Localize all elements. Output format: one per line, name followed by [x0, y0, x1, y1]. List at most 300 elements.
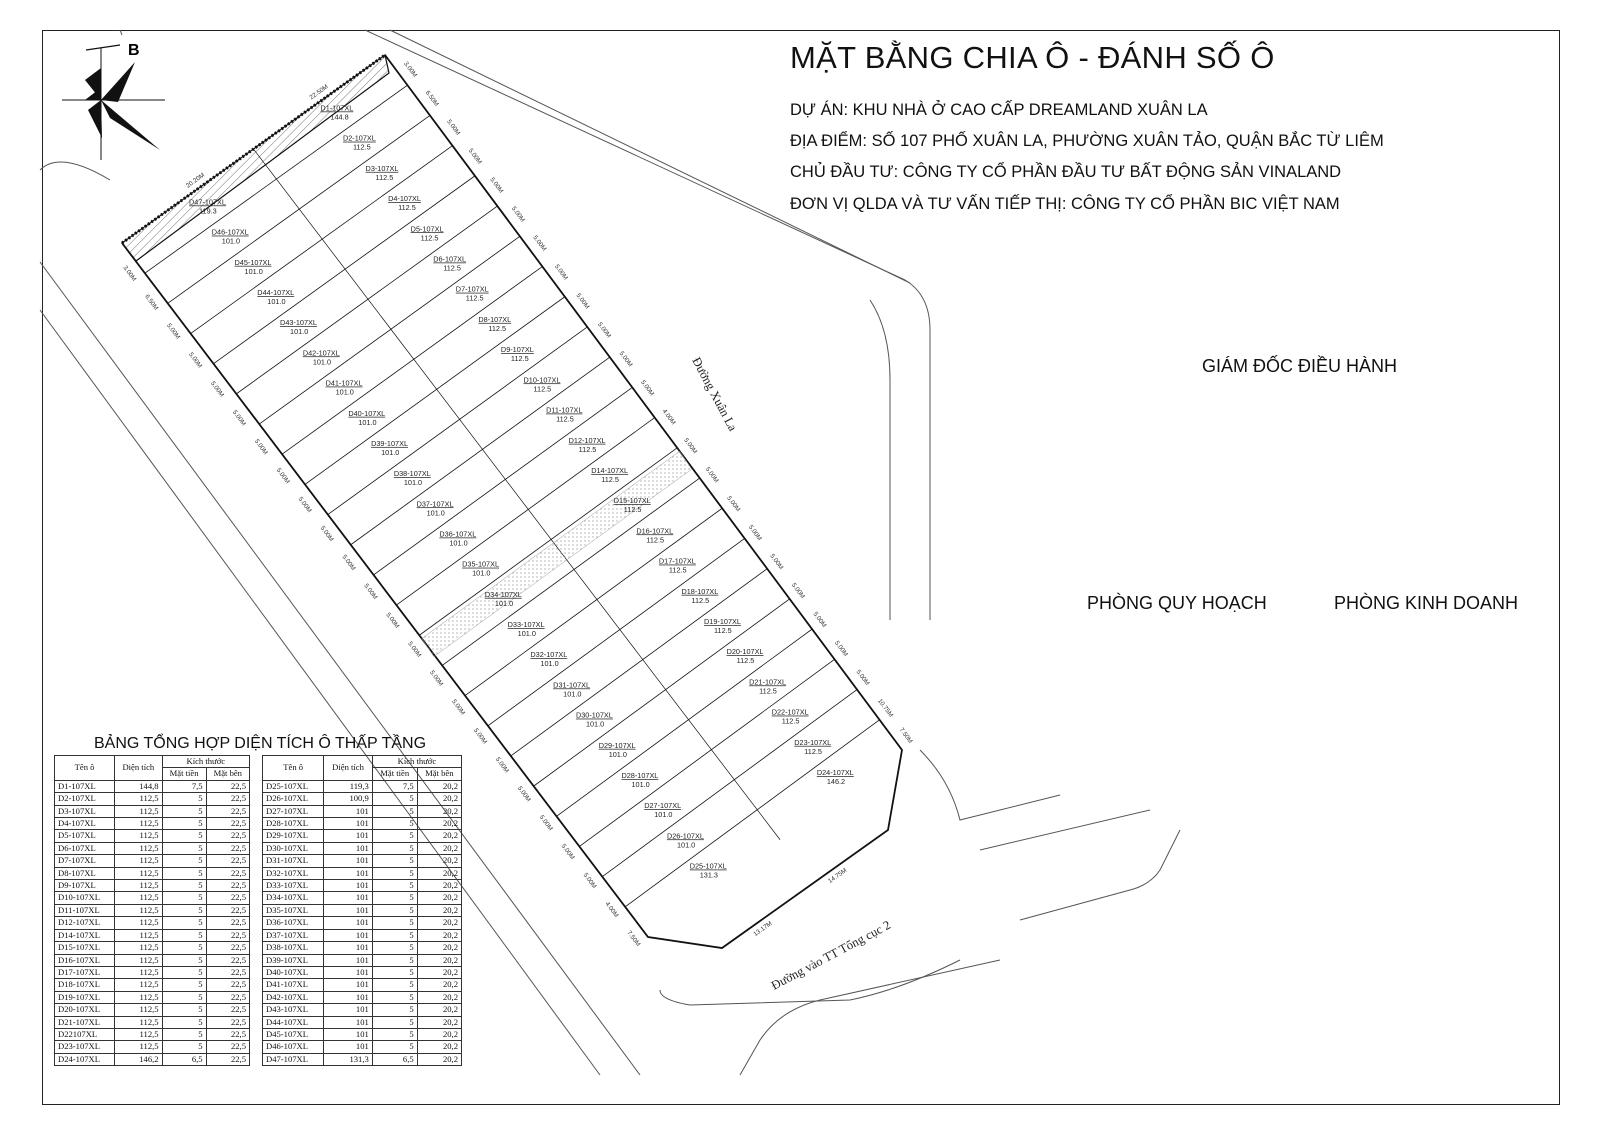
dimension-label: 4.00M [660, 407, 677, 427]
lot-label: D4-107XL [388, 194, 421, 204]
dimension-label: 6.50M [143, 293, 160, 312]
cell-front: 5 [372, 880, 417, 892]
table-row [263, 1028, 462, 1040]
cell-front: 5 [162, 855, 206, 867]
cell-name: D32-107XL [263, 867, 324, 879]
cell-side: 20,2 [417, 979, 461, 991]
dimension-label: 5.00M [811, 610, 828, 629]
cell-front: 5 [162, 929, 206, 941]
dimension-label: 5.00M [230, 409, 248, 428]
table-row [55, 1004, 250, 1016]
lot-area: 112.5 [714, 625, 732, 635]
cell-front: 5 [162, 818, 206, 830]
cell-front: 5 [162, 880, 206, 892]
table-row [55, 892, 250, 904]
cell-name: D31-107XL [263, 855, 324, 867]
page-title: MẶT BẰNG CHIA Ô - ĐÁNH SỐ Ô [790, 40, 1275, 75]
cell-side: 22,5 [206, 942, 249, 954]
cell-front: 5 [372, 855, 417, 867]
table-row [55, 842, 250, 854]
lot-area: 101.0 [654, 810, 673, 820]
cell-name: D8-107XL [55, 867, 115, 879]
table-row [263, 892, 462, 904]
dimension-label: 5.00M [428, 669, 445, 688]
lot-label: D47-107XL [189, 197, 226, 207]
manager-line: ĐƠN VỊ QLDA VÀ TƯ VẤN TIẾP THỊ: CÔNG TY CỔ PHẦN BIC VIỆT NAM [790, 195, 1340, 213]
cell-front: 5 [372, 892, 417, 904]
cell-area: 101 [324, 917, 372, 929]
table-row [263, 917, 462, 929]
cell-front: 5 [372, 991, 417, 1003]
table-row [55, 1053, 250, 1065]
dimension-label: 5.00M [617, 350, 634, 369]
cell-area: 112,5 [115, 830, 163, 842]
table-row [55, 929, 250, 941]
table-row [55, 966, 250, 978]
cell-name: D42-107XL [263, 991, 324, 1003]
lot-area: 112.5 [556, 414, 574, 424]
lot-area: 112.5 [352, 142, 371, 152]
table-row [55, 917, 250, 929]
cell-name: D16-107XL [55, 954, 115, 966]
lot-area: 119.3 [199, 206, 217, 216]
cell-front: 5 [372, 818, 417, 830]
dimension-label: 4.00M [603, 900, 620, 919]
table-row [263, 793, 462, 805]
cell-front: 7,5 [372, 780, 417, 792]
cell-front: 5 [162, 904, 206, 916]
col-name: Tên ô [55, 756, 115, 781]
cell-area: 101 [324, 818, 372, 830]
table-row [263, 805, 462, 817]
dimension-label: 5.00M [746, 523, 763, 543]
dimension-label: 5.00M [789, 581, 806, 600]
lot-area: 112.5 [510, 354, 529, 364]
table-row [55, 855, 250, 867]
table-row [55, 991, 250, 1003]
lot-label: D46-107XL [211, 227, 249, 237]
cell-front: 5 [372, 929, 417, 941]
lot-label: D2-107XL [342, 133, 376, 143]
cell-side: 20,2 [417, 904, 461, 916]
cell-area: 101 [324, 1016, 372, 1028]
cell-side: 20,2 [417, 917, 461, 929]
cell-side: 22,5 [206, 842, 249, 854]
lot-label: D5-107XL [410, 224, 444, 234]
cell-front: 5 [162, 1041, 206, 1053]
cell-name: D1-107XL [55, 780, 115, 792]
cell-area: 112,5 [115, 892, 163, 904]
cell-name: D3-107XL [55, 805, 115, 817]
cell-name: D6-107XL [55, 842, 115, 854]
cell-name: D17-107XL [55, 966, 115, 978]
lot-area: 112.5 [443, 263, 461, 273]
lot-label: D22-107XL [771, 707, 809, 717]
cell-area: 112,5 [115, 942, 163, 954]
lot-label: D1-107XL [320, 103, 354, 113]
dimension-label: 3.00M [402, 60, 419, 79]
area-table-title: BẢNG TỔNG HỢP DIỆN TÍCH Ô THẤP TẦNG [94, 735, 427, 752]
lot-area: 112.5 [533, 384, 552, 394]
lot-label: D25-107XL [689, 861, 727, 871]
lot-label: D35-107XL [462, 559, 500, 569]
lot-area: 101.0 [540, 659, 559, 669]
cell-area: 112,5 [115, 917, 163, 929]
cell-name: D14-107XL [55, 929, 115, 941]
cell-front: 5 [372, 805, 417, 817]
cell-front: 5 [162, 1016, 206, 1028]
cell-name: D27-107XL [263, 805, 324, 817]
director-signature-label: GIÁM ĐỐC ĐIỀU HÀNH [1202, 356, 1398, 376]
cell-front: 7,5 [162, 780, 206, 792]
lot-label: D16-107XL [636, 526, 674, 536]
cell-name: D9-107XL [55, 880, 115, 892]
location-line: ĐỊA ĐIỂM: SỐ 107 PHỐ XUÂN LA, PHƯỜNG XUÂN TẢO, QUẬN BẮC TỪ LIÊM [790, 132, 1384, 150]
cell-front: 5 [162, 867, 206, 879]
lot-area: 101.0 [221, 236, 241, 246]
cell-name: D15-107XL [55, 942, 115, 954]
cell-area: 112,5 [115, 880, 163, 892]
lot-area: 112.5 [601, 474, 619, 484]
dimension-label: 7.50M [625, 929, 642, 948]
cell-area: 112,5 [115, 818, 163, 830]
dimension-label: 5.00M [384, 611, 401, 630]
cell-side: 20,2 [417, 1053, 461, 1065]
table-row [55, 780, 250, 792]
dimension-label: 5.00M [296, 495, 313, 515]
cell-front: 5 [372, 793, 417, 805]
dimension-label: 5.00M [466, 147, 483, 166]
cell-side: 20,2 [417, 991, 461, 1003]
col-side: Mặt bên [417, 768, 461, 780]
cell-name: D4-107XL [55, 818, 115, 830]
lot-label: D30-107XL [575, 710, 613, 720]
dimension-label: 5.00M [209, 380, 226, 399]
dimension-label: 5.00M [537, 813, 554, 833]
cell-side: 22,5 [206, 892, 249, 904]
cell-side: 22,5 [206, 880, 249, 892]
lot-area: 112.5 [736, 656, 755, 666]
cell-front: 5 [372, 830, 417, 842]
lot-label: D20-107XL [726, 647, 764, 657]
lot-label: D8-107XL [478, 314, 512, 324]
dimension-label: 5.00M [596, 321, 613, 340]
cell-front: 5 [372, 1041, 417, 1053]
cell-name: D26-107XL [263, 793, 324, 805]
cell-name: D11-107XL [55, 904, 115, 916]
lot-area: 112.5 [488, 323, 507, 333]
road-label-tong-cuc: Đường vào TT Tổng cục 2 [768, 917, 893, 993]
dimension-label: 5.00M [552, 263, 570, 282]
lot-area: 112.5 [465, 293, 484, 303]
cell-name: D34-107XL [263, 892, 324, 904]
dimension-label: 20.20M [184, 171, 207, 190]
dimension-label: 5.00M [472, 727, 489, 746]
cell-side: 20,2 [417, 1041, 461, 1053]
cell-side: 22,5 [206, 830, 249, 842]
lot-label: D6-107XL [433, 254, 467, 264]
cell-name: D5-107XL [55, 830, 115, 842]
cell-name: D36-107XL [263, 917, 324, 929]
lot-area: 101.0 [290, 327, 309, 337]
cell-front: 5 [372, 917, 417, 929]
cell-area: 146,2 [115, 1053, 163, 1065]
cell-name: D33-107XL [263, 880, 324, 892]
lot-area: 101.0 [472, 568, 491, 578]
cell-side: 22,5 [206, 855, 249, 867]
area-table-right [262, 755, 462, 1066]
cell-front: 5 [372, 1004, 417, 1016]
cell-side: 20,2 [417, 954, 461, 966]
lot-area: 101.0 [403, 478, 423, 488]
cell-side: 20,2 [417, 929, 461, 941]
lot-label: D37-107XL [416, 499, 454, 509]
cell-side: 22,5 [206, 1028, 249, 1040]
table-row [263, 1041, 462, 1053]
cell-side: 22,5 [206, 793, 249, 805]
cell-name: D38-107XL [263, 942, 324, 954]
dimension-label: 5.00M [581, 871, 598, 890]
table-row [55, 1041, 250, 1053]
lot-area: 112.5 [759, 686, 777, 696]
lot-label: D40-107XL [348, 408, 386, 418]
lot-area: 101.0 [563, 689, 582, 699]
cell-name: D35-107XL [263, 904, 324, 916]
cell-area: 112,5 [115, 793, 163, 805]
dimension-label: 5.00M [639, 379, 656, 398]
sales-signature-label: PHÒNG KINH DOANH [1334, 593, 1519, 613]
cell-area: 101 [324, 904, 372, 916]
lot-area: 144.8 [330, 112, 349, 122]
table-row [263, 954, 462, 966]
lot-area: 112.5 [781, 716, 800, 726]
table-row [55, 1016, 250, 1028]
cell-name: D43-107XL [263, 1004, 324, 1016]
cell-front: 5 [372, 966, 417, 978]
cell-side: 22,5 [206, 867, 249, 879]
dimension-label: 5.00M [318, 524, 335, 543]
lot-area: 112.5 [420, 233, 439, 243]
planning-signature-label: PHÒNG QUY HOẠCH [1087, 593, 1267, 613]
cell-front: 5 [372, 867, 417, 879]
cell-area: 112,5 [115, 929, 163, 941]
table-row [263, 867, 462, 879]
dimension-label: 5.00M [515, 784, 532, 804]
cell-name: D47-107XL [263, 1053, 324, 1065]
road-label-xuan-la: Đường Xuân La [689, 354, 740, 434]
col-area: Diện tích [324, 756, 372, 781]
cell-front: 5 [162, 942, 206, 954]
cell-side: 20,2 [417, 780, 461, 792]
lot-label: D32-107XL [530, 650, 568, 660]
cell-area: 101 [324, 892, 372, 904]
dimension-label: 5.00M [488, 176, 505, 195]
cell-area: 112,5 [115, 1016, 163, 1028]
lot-label: D23-107XL [794, 737, 832, 747]
cell-area: 131,3 [324, 1053, 372, 1065]
lot-area: 101.0 [608, 749, 627, 759]
cell-name: D45-107XL [263, 1028, 324, 1040]
cell-side: 22,5 [206, 1016, 249, 1028]
table-row [263, 929, 462, 941]
cell-side: 20,2 [417, 805, 461, 817]
cell-front: 6,5 [372, 1053, 417, 1065]
cell-side: 20,2 [417, 1004, 461, 1016]
dimension-label: 7.50M [897, 726, 914, 745]
lot-area: 112.5 [804, 746, 822, 756]
lot-area: 101.0 [426, 508, 445, 518]
lot-area: 101.0 [244, 266, 263, 276]
dimension-label: 5.00M [768, 552, 785, 572]
table-row [263, 855, 462, 867]
lot-area: 101.0 [517, 629, 536, 639]
cell-front: 5 [162, 954, 206, 966]
cell-side: 20,2 [417, 892, 461, 904]
cell-area: 101 [324, 929, 372, 941]
cell-name: D28-107XL [263, 818, 324, 830]
lot-label: D38-107XL [393, 469, 431, 479]
cell-area: 112,5 [115, 979, 163, 991]
lot-area: 112.5 [668, 565, 687, 575]
dimension-label: 5.00M [725, 494, 742, 514]
dimension-label: 6.50M [423, 89, 440, 108]
lot-label: D15-107XL [613, 496, 651, 506]
cell-name: D2-107XL [55, 793, 115, 805]
dimension-label: 13.17M [752, 920, 774, 939]
compass-label: B [128, 42, 140, 59]
lot-label: D33-107XL [507, 620, 545, 630]
lot-label: D44-107XL [257, 288, 295, 298]
lot-label: D24-107XL [816, 768, 854, 778]
table-row [263, 780, 462, 792]
cell-area: 101 [324, 880, 372, 892]
cell-name: D20-107XL [55, 1004, 115, 1016]
cell-area: 101 [324, 1041, 372, 1053]
cell-area: 112,5 [115, 842, 163, 854]
cell-area: 112,5 [115, 1028, 163, 1040]
dimension-label: 10.75M [876, 697, 895, 719]
cell-side: 22,5 [206, 904, 249, 916]
cell-name: D23-107XL [55, 1041, 115, 1053]
lot-label: D19-107XL [704, 616, 741, 626]
lot-label: D28-107XL [621, 770, 659, 780]
lot-label: D12-107XL [568, 435, 606, 445]
cell-area: 101 [324, 805, 372, 817]
cell-front: 5 [372, 1028, 417, 1040]
cell-area: 101 [324, 966, 372, 978]
lot-area: 101.0 [494, 598, 514, 608]
cell-front: 5 [372, 942, 417, 954]
cell-name: D44-107XL [263, 1016, 324, 1028]
lot-label: D7-107XL [455, 284, 489, 294]
dimension-label: 5.00M [187, 351, 204, 370]
table-row [55, 880, 250, 892]
dimension-label: 5.00M [362, 582, 379, 601]
cell-side: 22,5 [206, 929, 249, 941]
lot-label: D34-107XL [484, 589, 522, 599]
cell-front: 5 [162, 892, 206, 904]
project-line: DỰ ÁN: KHU NHÀ Ở CAO CẤP DREAMLAND XUÂN LA [790, 101, 1208, 119]
cell-area: 101 [324, 1004, 372, 1016]
cell-front: 5 [372, 1016, 417, 1028]
cell-side: 20,2 [417, 942, 461, 954]
lot-area: 131.3 [699, 870, 719, 880]
cell-side: 20,2 [417, 1028, 461, 1040]
cell-side: 20,2 [417, 842, 461, 854]
table-row [263, 880, 462, 892]
cell-side: 20,2 [417, 830, 461, 842]
table-row [55, 818, 250, 830]
lot-label: D29-107XL [598, 740, 636, 750]
cell-area: 101 [324, 942, 372, 954]
cell-side: 22,5 [206, 805, 249, 817]
cell-front: 5 [162, 1004, 206, 1016]
cell-name: D39-107XL [263, 954, 324, 966]
cell-name: D24-107XL [55, 1053, 115, 1065]
lot-label: D17-107XL [658, 556, 696, 566]
cell-side: 22,5 [206, 954, 249, 966]
cell-name: D29-107XL [263, 830, 324, 842]
cell-side: 22,5 [206, 818, 249, 830]
table-row [55, 793, 250, 805]
cell-side: 20,2 [417, 855, 461, 867]
cell-area: 101 [324, 855, 372, 867]
cell-area: 144,8 [115, 780, 163, 792]
table-row [55, 904, 250, 916]
cell-front: 5 [162, 805, 206, 817]
dimension-label: 5.00M [493, 756, 511, 775]
lot-area: 112.5 [398, 203, 416, 213]
cell-side: 20,2 [417, 818, 461, 830]
cell-side: 22,5 [206, 966, 249, 978]
cell-side: 20,2 [417, 1016, 461, 1028]
lot-area: 101.0 [676, 840, 696, 850]
lot-area: 101.0 [267, 297, 286, 307]
cell-area: 101 [324, 830, 372, 842]
cell-area: 101 [324, 954, 372, 966]
cell-front: 5 [162, 830, 206, 842]
cell-area: 101 [324, 991, 372, 1003]
lot-label: D10-107XL [523, 375, 561, 385]
table-row [263, 1004, 462, 1016]
col-front: Mặt tiền [162, 768, 206, 780]
cell-area: 101 [324, 1028, 372, 1040]
cell-front: 5 [162, 917, 206, 929]
dimension-label: 5.00M [165, 322, 182, 341]
lot-area: 101.0 [631, 779, 650, 789]
cell-front: 5 [372, 954, 417, 966]
dimension-label: 5.00M [445, 118, 462, 137]
table-row [263, 979, 462, 991]
lot-label: D41-107XL [325, 378, 363, 388]
lot-area: 146.2 [826, 777, 846, 787]
dimension-label: 5.00M [274, 466, 291, 486]
cell-side: 20,2 [417, 867, 461, 879]
table-row [55, 1028, 250, 1040]
lot-area: 112.5 [578, 444, 597, 454]
cell-side: 20,2 [417, 880, 461, 892]
col-area: Diện tích [115, 756, 163, 781]
cell-front: 5 [162, 842, 206, 854]
dimension-label: 5.00M [574, 292, 591, 311]
lot-label: D26-107XL [666, 831, 704, 841]
cell-name: D46-107XL [263, 1041, 324, 1053]
cell-name: D25-107XL [263, 780, 324, 792]
cell-front: 5 [372, 842, 417, 854]
lot-label: D27-107XL [644, 801, 682, 811]
cell-front: 5 [162, 966, 206, 978]
table-row [263, 1016, 462, 1028]
